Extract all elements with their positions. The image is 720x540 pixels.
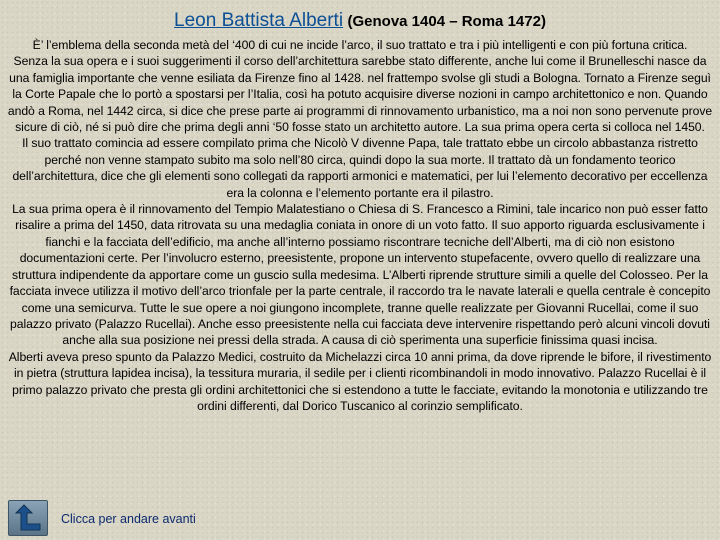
next-link[interactable]: Clicca per andare avanti [61,512,196,526]
paragraph: La sua prima opera è il rinnovamento del Tempio Malatestiano o Chiesa di S. Francesco a Rimini, tale incarico non può esser fatto risalire a prima del 1450, data ritrovata su una medaglia coniata in onore di un voto fatto. Il suo apporto riguarda esclusivamente i fianchi e la facciata dell’edificio, ma anche all’interno possiamo riscontrare tecniche dell’Alberti, ma di ciò non esistono documentazioni certe. Per l’involucro esterno, preesistente, propone un intervento stupefacente, ovvero quello di realizzare una struttura indipendente da apportare come un guscio sulla medesima. L’Alberti riprende strutture simili a quelle del Colosseo. Per la facciata invece utilizza il motivo dell’arco trionfale per la parte centrale, il raccordo tra le navate laterali e quella centrale è concepito come una semicurva. Tutte le sue opere a noi giungono incomplete, tranne quelle realizzate per Giovanni Rucellai, come il suo palazzo privato (Palazzo Rucellai). Anche esso preesistente nella cui facciata deve intervenire rispettando però alcuni vincoli dovuti anche alla sua posizione nei pressi della strada. A causa di ciò sperimenta una superficie finissima quasi incisa. [9,202,711,348]
back-button[interactable] [8,500,48,536]
paragraph: Senza la sua opera e i suoi suggerimenti il corso dell’architettura sarebbe stato differente, anche lui come il Brunelleschi nasce da una famiglia importante che venne esiliata da Firenze fino al 1428. nel frattempo svolse gli studi a Bologna. Tornato a Firenze seguì la Corte Papale che lo portò a spostarsi per l’Italia, così ha potuto acquisire diverse nozioni in campo architettonico e non. Quando andò a Roma, nel 1442 circa, si dice che prese parte ai programmi di rinnovamento urbanistico, ma a noi non sono pervenute prove sicure di ciò, né si può dire che prima degli anni ‘50 fosse stato un architetto autore. La sua prima opera certa si colloca nel 1450. [7,54,713,135]
paragraph: È’ l’emblema della seconda metà del ‘400 di cui ne incide l’arco, il suo trattato e tra i più intelligenti e con più fortuna critica. [32,38,688,52]
body-text [6,37,714,414]
title-dates: (Genova 1404 – Roma 1472) [347,13,546,30]
paragraph: Alberti aveva preso spunto da Palazzo Medici, costruito da Michelazzi circa 10 anni prima, da dove riprende le bifore, il rivestimento in pietra (struttura lapidea incisa), la tessitura muraria, il sedile per i clienti ricombinandoli in modo innovativo. Palazzo Rucellai è il primo palazzo privato che presta gli ordini architettonici che si estendono a tutte le facciate, evitando la monotonia e utilizzando tre ordini differenti, dal Dorico Tuscanico al corinzio semplificato. [8,349,712,413]
footer [8,500,268,536]
return-arrow-icon [13,504,43,532]
title-link[interactable]: Leon Battista Alberti [174,10,344,31]
title-row [0,10,720,32]
paragraph: Il suo trattato comincia ad essere compilato prima che Nicolò V divenne Papa, tale trattato ebbe un circolo abbastanza ristretto perché non venne stampato subito ma solo nell’80 circa, quindi dopo la sua morte. Il trattato dà un fondamento teorico dell’architettura, dice che gli elementi sono collegati da rapporti armonici e matematici, per lui l’elemento decorativo per eccellenza era la colonna e l’elemento portante era il pilastro. [12,136,708,200]
